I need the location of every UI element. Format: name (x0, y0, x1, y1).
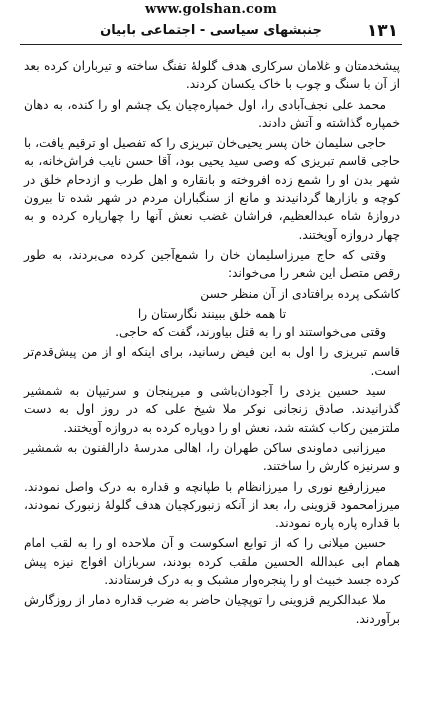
paragraph: حاجی سلیمان خان پسر یحیی‌خان تبریزی را که تفصیل او ترقیم یافت، با حاجی قاسم تبریزی که وصی سید یحیی بود، آقا حسن نایب فراش‌خانه، به شهر بدن او را شمع زده افروخته و بانقاره و اهل طرب و ازدحام خلق در کوچه و بازارها گردانیدند و مانع از سنگباران مردم در شهر شده تا بیرون دروازهٔ شاه عبدالعظیم، فراشان غضب نعش آنها را چهارپاره کرده و به چهار دروازه آویختند. (24, 136, 400, 242)
paragraph: میرزارفیع نوری را میرزانظام با طپانچه و قداره به درک واصل نمودند. میرزامحمود قزوینی را، بعد از آنکه زنبورکچیان هدف گلولهٔ زنبورک نمودند، با قداره پاره پاره نمودند. (24, 479, 400, 531)
paragraph: حسین میلانی را که از توابع اسکوست و آن ملاحده او را به لقب امام همام ابی عبدالله الحسین ملقب کرده بودند، سربازان افواج نیزه پیش کرده جسد خبیث او را پنجره‌وار مشبک و به درک فرستادند. (24, 536, 400, 588)
verse-line: تا همه خلق ببینند نگارستان را (137, 306, 287, 321)
site-watermark: www.golshan.com (144, 2, 277, 17)
page-body (24, 57, 400, 716)
running-header (18, 19, 404, 43)
verse-lead: کاشکی پرده برافتادی از آن منظر حسن (200, 286, 400, 301)
paragraph: سید حسین یزدی را آجودان‌باشی و میرپنجان و سرتیپان به شمشیر گذرانیدند. صادق زنجانی نوکر ملا شیخ علی که در روز اول به دست ملتزمین رکاب کشته شد، نعش او را دوپاره کرده به دروازه آویختند. (24, 384, 400, 435)
paragraph: وقتی که حاج میرزاسلیمان خان را شمع‌آجین کرده می‌بردند، به طور رقص متصل این شعر را می‌خواند: (24, 247, 400, 281)
paragraph: پیشخدمتان و غلامان سرکاری هدف گلولهٔ تفنگ ساخته و تیرباران کرده بعد از آن با سنگ و چوب با خاک یکسان کردند. (24, 59, 400, 92)
running-title: جنبشهای سیاسی - اجتماعی بابیان (100, 23, 322, 38)
page-number: ۱۳۱ (366, 21, 398, 41)
paragraph: وقتی می‌خواستند او را به قتل بیاورند، گفت که حاجی. (115, 325, 386, 340)
paragraph: میرزانبی دماوندی ساکن طهران را، اهالی مدرسهٔ دارالفنون به شمشیر و سرنیزه کارش را ساختند. (24, 440, 400, 474)
paragraph: محمد علی نجف‌آبادی را، اول خمپاره‌چیان یک چشم او را کنده، به دهان خمپاره گذاشته و آتش دادند. (24, 97, 400, 130)
paragraph: ملا عبدالکریم قزوینی را توپچیان حاضر به ضرب قداره دمار از روزگارش برآوردند. (24, 593, 400, 626)
paragraph: قاسم تبریزی را اول به این فیض رسانید، برای اینکه او از من پیش‌قدم‌تر است. (24, 345, 400, 378)
header-rule (20, 44, 402, 45)
